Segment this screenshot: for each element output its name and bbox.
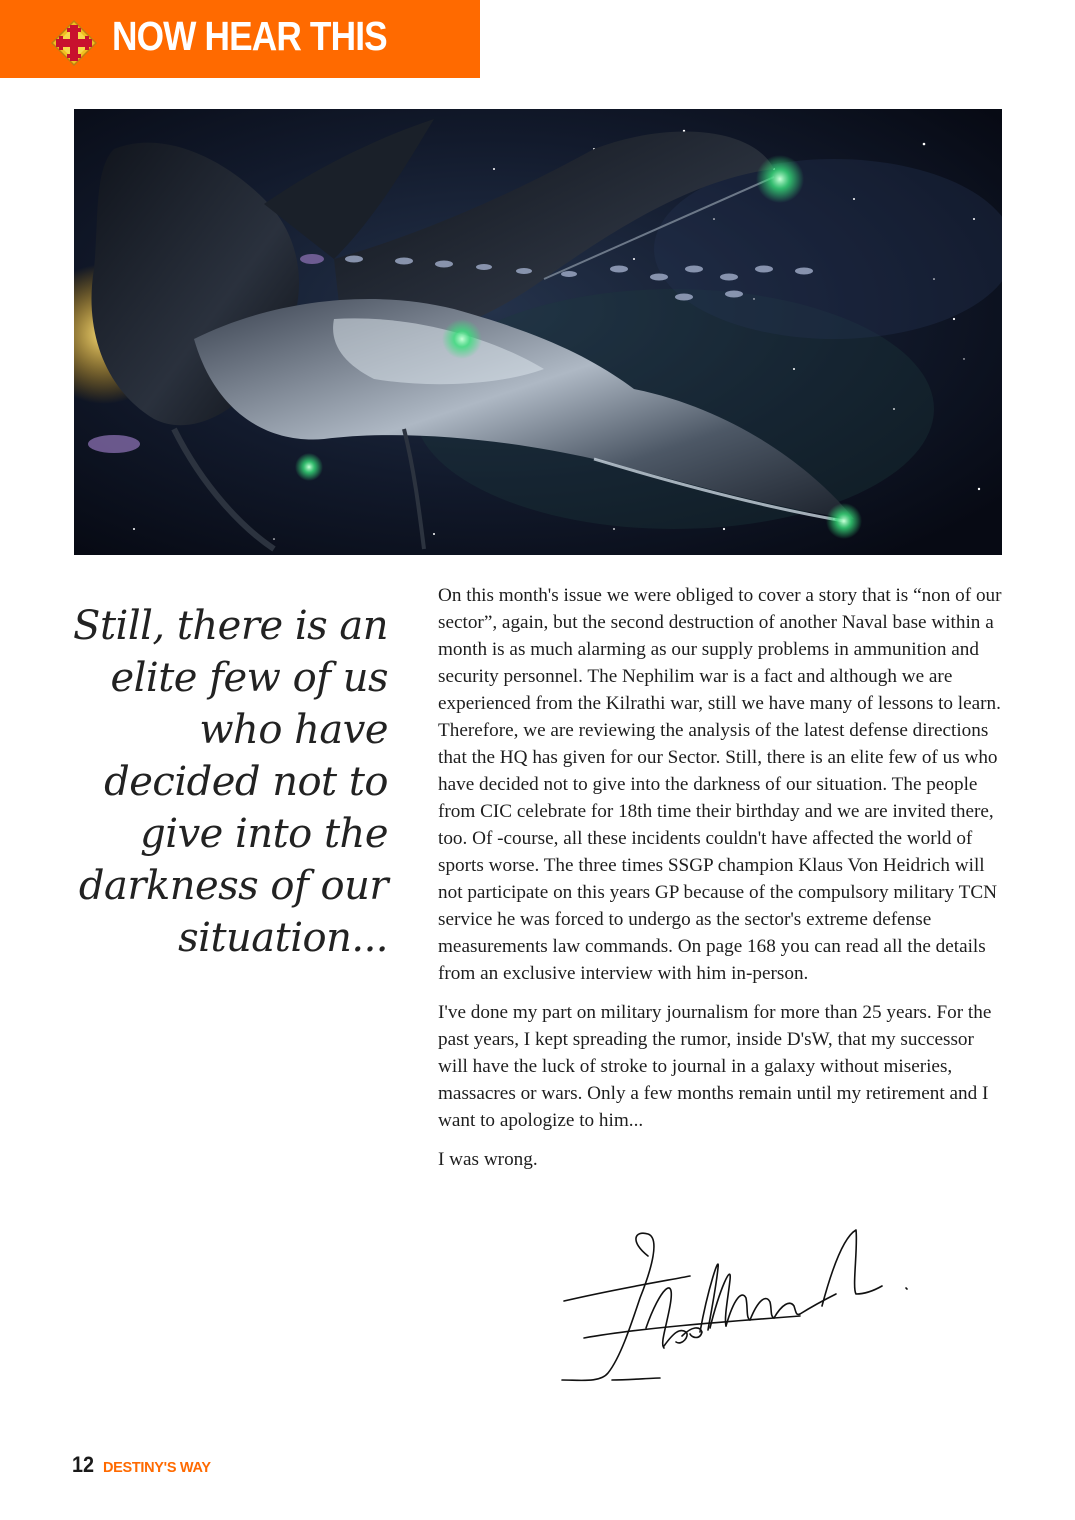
article-paragraph: On this month's issue we were obliged to cover a story that is “non of our sector”, again, but the second destruction of another Naval base within a month is as much alarming as our supply problems in ammunition and security personnel. The Nephilim war is a fact and although we are experienced from the Kilrathi war, still we have many of lessons to learn. Therefore, we are reviewing the analysis of the latest defense directions that the HQ has given for our Sector. Still, there is an elite few of us who have decided not to give into the darkness of our situation. The people from CIC celebrate for 18th time their birthday and we are invited there, too. Of -course, all these incidents couldn't have affected the world of sports worse. The three times SSGP champion Klaus Von Heidrich will not participate on this years GP because of the compulsory military TCN service he was forced to undergo as the sector's extreme defense measurements law commands. On page 168 you can read all the details from an exclusive interview with him in-person. [438, 585, 1002, 984]
cross-emblem-icon [50, 19, 98, 67]
article-paragraph: I've done my part on military journalism for more than 25 years. For the past years, I kept spreading the rumor, inside D'sW, that my successor will have the luck of stroke to journal in a galaxy without miseries, massacres or wars. Only a few months remain until my retirement and I want to apologize to him... [438, 1002, 992, 1131]
article-body [438, 582, 1003, 1185]
article-paragraph: I was wrong. [438, 1149, 538, 1170]
section-banner [0, 0, 480, 78]
section-title: NOW HEAR THIS [112, 13, 387, 59]
hero-image [74, 109, 1002, 555]
magazine-name: DESTINY'S WAY [102, 1460, 211, 1476]
page-footer [72, 1452, 211, 1478]
page-number: 12 [72, 1452, 95, 1477]
signature [560, 1228, 910, 1388]
pull-quote: Still, there is an elite few of us who have decided not to give into the darkness of our situation... [73, 603, 388, 961]
